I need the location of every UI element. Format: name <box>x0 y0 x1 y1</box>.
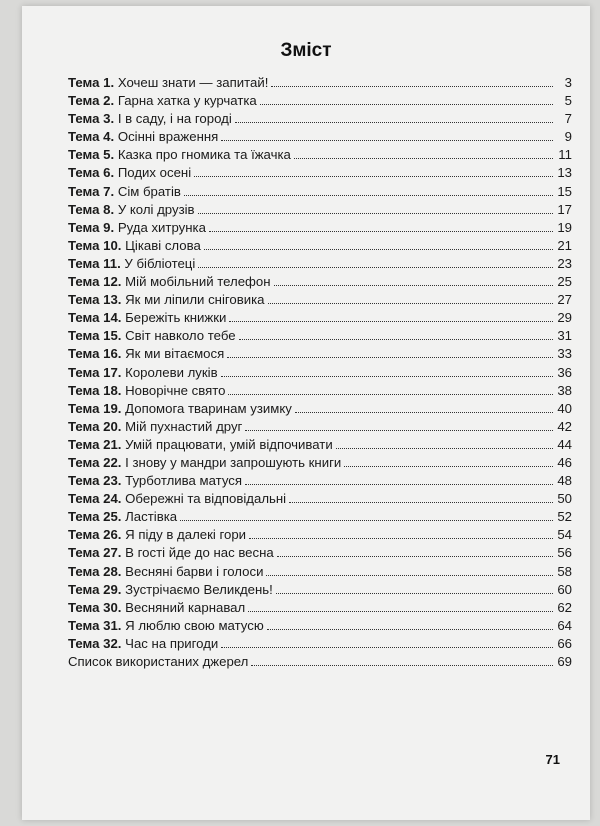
dot-leader <box>268 303 554 304</box>
toc-entry-title: І знову у мандри запрошують книги <box>125 454 342 470</box>
toc-entry-title: Світ навколо тебе <box>125 328 236 344</box>
toc-entry-label <box>68 508 177 526</box>
toc-entry <box>68 400 572 418</box>
toc-entry-page: 50 <box>557 491 572 507</box>
dot-leader <box>274 285 553 286</box>
toc-entry-number: Тема 28. <box>68 563 122 579</box>
toc-entry-title: Ластівка <box>125 509 178 525</box>
toc-entry-title: Руда хитрунка <box>117 219 206 235</box>
toc-entry <box>68 74 572 92</box>
toc-entry-label <box>68 128 218 146</box>
toc-entry-label <box>68 635 218 653</box>
toc-entry-label <box>68 309 226 327</box>
dot-leader <box>228 394 553 395</box>
toc-entry-page: 54 <box>557 527 572 543</box>
toc-entry <box>68 581 572 599</box>
toc-entry <box>68 183 572 201</box>
toc-entry-label <box>68 164 191 182</box>
toc-entry-page: 17 <box>557 201 572 217</box>
dot-leader <box>221 376 553 377</box>
toc-entry-title: Цікаві слова <box>125 237 201 253</box>
toc-entry-page: 38 <box>557 382 572 398</box>
toc-entry <box>68 599 572 617</box>
toc-entry <box>68 490 572 508</box>
toc-entry <box>68 653 572 671</box>
dot-leader <box>194 176 553 177</box>
toc-entry-number: Тема 6. <box>68 165 115 181</box>
dot-leader <box>271 86 553 87</box>
dot-leader <box>251 665 553 666</box>
toc-entry-label <box>68 400 292 418</box>
toc-entry-title: Мій пухнастий друг <box>125 418 243 434</box>
dot-leader <box>198 267 553 268</box>
dot-leader <box>204 249 553 250</box>
toc-entry <box>68 508 572 526</box>
toc-entry-number: Тема 29. <box>68 581 122 597</box>
dot-leader <box>221 647 553 648</box>
toc-entry-title: Новорічне свято <box>125 382 226 398</box>
toc-entry-number: Тема 10. <box>68 237 122 253</box>
toc-entry-title: Як ми вітаємося <box>125 346 225 362</box>
toc-entry-title: Час на пригоди <box>125 635 219 651</box>
dot-leader <box>227 357 553 358</box>
toc-entry <box>68 454 572 472</box>
toc-entry-number: Тема 18. <box>68 382 122 398</box>
toc-entry-title: Королеви луків <box>125 364 218 380</box>
dot-leader <box>245 430 553 431</box>
dot-leader <box>221 140 553 141</box>
document-page <box>22 6 590 820</box>
toc-entry-label <box>68 273 271 291</box>
dot-leader <box>229 321 553 322</box>
dot-leader <box>295 412 553 413</box>
toc-entry <box>68 164 572 182</box>
toc-entry-number: Тема 27. <box>68 545 122 561</box>
toc-entry-number: Тема 12. <box>68 274 122 290</box>
toc-entry-title: Список використаних джерел <box>68 654 249 669</box>
toc-entry <box>68 472 572 490</box>
toc-entry <box>68 201 572 219</box>
toc-entry-page: 13 <box>557 165 572 181</box>
toc-entry-page: 5 <box>564 93 572 109</box>
toc-entry <box>68 382 572 400</box>
toc-entry <box>68 255 572 273</box>
toc-entry-label <box>68 454 341 472</box>
toc-entry-title: Весняні барви і голоси <box>125 563 264 579</box>
toc-entry-page: 15 <box>557 183 572 199</box>
toc-entry-number: Тема 19. <box>68 400 122 416</box>
toc-entry <box>68 237 572 255</box>
toc-entry-title: Турботлива матуся <box>125 473 242 489</box>
toc-entry-page: 21 <box>557 237 572 253</box>
toc-entry-label <box>68 544 274 562</box>
toc-entry-label <box>68 255 195 273</box>
toc-entry-number: Тема 13. <box>68 292 122 308</box>
dot-leader <box>266 575 553 576</box>
toc-entry-label <box>68 327 236 345</box>
toc-entry <box>68 110 572 128</box>
dot-leader <box>289 502 553 503</box>
toc-entry-number: Тема 21. <box>68 436 122 452</box>
toc-entry-title: Хочеш знати — запитай! <box>117 75 269 90</box>
dot-leader <box>180 520 553 521</box>
toc-entry <box>68 436 572 454</box>
toc-entry-label <box>68 490 286 508</box>
toc-entry-label <box>68 653 248 671</box>
toc-entry-number: Тема 11. <box>68 255 121 271</box>
toc-entry-number: Тема 30. <box>68 599 122 615</box>
toc-entry-number: Тема 31. <box>68 617 122 633</box>
toc-entry <box>68 219 572 237</box>
toc-entry-number: Тема 5. <box>68 147 115 163</box>
toc-entry <box>68 92 572 110</box>
toc-entry-number: Тема 3. <box>68 111 115 127</box>
dot-leader <box>336 448 553 449</box>
toc-entry-title: Бережіть книжки <box>125 310 227 326</box>
toc-entry-number: Тема 24. <box>68 491 122 507</box>
toc-entry <box>68 418 572 436</box>
toc-entry <box>68 364 572 382</box>
toc-entry-page: 3 <box>564 75 572 90</box>
toc-entry-label <box>68 581 273 599</box>
toc-entry-page: 64 <box>557 617 572 633</box>
toc-entry-title: Осінні враження <box>117 129 219 145</box>
dot-leader <box>239 339 553 340</box>
toc-entry-title: Я люблю свою матусю <box>125 617 264 633</box>
toc-entry <box>68 146 572 164</box>
toc-entry-page: 19 <box>557 219 572 235</box>
toc-entry-number: Тема 25. <box>68 509 122 525</box>
toc-entry-number: Тема 2. <box>68 93 115 109</box>
toc-entry-page: 52 <box>557 509 572 525</box>
toc-entry-page: 62 <box>557 599 572 615</box>
toc-entry-label <box>68 599 245 617</box>
toc-entry-page: 9 <box>564 129 572 145</box>
toc-entry-label <box>68 472 242 490</box>
toc-entry-label <box>68 146 291 164</box>
toc-entry-title: Допомога тваринам узимку <box>125 400 292 416</box>
toc-entry-title: Мій мобільний телефон <box>125 274 271 290</box>
toc-entry-title: Сім братів <box>117 183 181 199</box>
toc-entry-page: 23 <box>557 255 572 271</box>
toc-entry-label <box>68 219 206 237</box>
dot-leader <box>198 213 553 214</box>
toc-entry-page: 42 <box>557 418 572 434</box>
toc-entry-number: Тема 15. <box>68 328 122 344</box>
toc-entry-label <box>68 436 333 454</box>
toc-entry-label <box>68 364 218 382</box>
toc-entry-label <box>68 237 201 255</box>
dot-leader <box>249 538 553 539</box>
dot-leader <box>276 593 553 594</box>
toc-entry-page: 56 <box>557 545 572 561</box>
dot-leader <box>260 104 553 105</box>
toc-entry-title: Умій працювати, умій відпочивати <box>125 436 333 452</box>
toc-entry-title: В гості йде до нас весна <box>125 545 274 561</box>
toc-entry-label <box>68 382 225 400</box>
dot-leader <box>245 484 553 485</box>
dot-leader <box>235 122 553 123</box>
toc-entry-number: Тема 16. <box>68 346 122 362</box>
toc-entry-page: 69 <box>557 654 572 669</box>
dot-leader <box>277 556 553 557</box>
table-of-contents <box>68 74 572 671</box>
toc-entry-label <box>68 201 195 219</box>
toc-entry-number: Тема 32. <box>68 635 122 651</box>
toc-entry <box>68 635 572 653</box>
toc-entry <box>68 327 572 345</box>
toc-entry-title: Зустрічаємо Великдень! <box>125 581 273 597</box>
page-number: 71 <box>545 752 560 767</box>
toc-entry <box>68 291 572 309</box>
toc-entry-title: Подих осені <box>117 165 192 181</box>
toc-entry-number: Тема 9. <box>68 219 115 235</box>
toc-entry-page: 29 <box>557 310 572 326</box>
dot-leader <box>294 158 553 159</box>
toc-entry-page: 60 <box>557 581 572 597</box>
toc-entry-label <box>68 110 232 128</box>
toc-entry-label <box>68 563 263 581</box>
toc-entry-page: 44 <box>557 436 572 452</box>
toc-entry-label <box>68 291 265 309</box>
toc-entry-page: 25 <box>557 274 572 290</box>
toc-entry-label <box>68 92 257 110</box>
toc-entry <box>68 563 572 581</box>
toc-entry-title: Казка про гномика та їжачка <box>117 147 291 163</box>
toc-entry <box>68 273 572 291</box>
toc-entry-label <box>68 183 181 201</box>
toc-entry-title: У колі друзів <box>117 201 195 217</box>
dot-leader <box>184 195 553 196</box>
dot-leader <box>209 231 553 232</box>
toc-entry-number: Тема 4. <box>68 129 115 145</box>
toc-entry-title: Як ми ліпили сніговика <box>125 292 265 308</box>
toc-entry-label <box>68 617 264 635</box>
toc-entry-page: 66 <box>557 635 572 651</box>
toc-entry-number: Тема 7. <box>68 183 115 199</box>
toc-entry-page: 31 <box>557 328 572 344</box>
toc-entry-page: 46 <box>557 454 572 470</box>
toc-entry <box>68 309 572 327</box>
toc-entry-number: Тема 8. <box>68 201 115 217</box>
toc-entry <box>68 544 572 562</box>
toc-entry-label <box>68 526 246 544</box>
toc-entry-title: Обережні та відповідальні <box>125 491 287 507</box>
page-title: Зміст <box>280 40 332 61</box>
dot-leader <box>344 466 553 467</box>
toc-entry-number: Тема 20. <box>68 418 122 434</box>
toc-entry-number: Тема 17. <box>68 364 122 380</box>
toc-entry-page: 58 <box>557 563 572 579</box>
toc-entry-title: І в саду, і на городі <box>117 111 232 127</box>
toc-entry-number: Тема 22. <box>68 454 122 470</box>
toc-entry-page: 7 <box>564 111 572 127</box>
toc-entry <box>68 128 572 146</box>
toc-entry-page: 27 <box>557 292 572 308</box>
dot-leader <box>267 629 553 630</box>
toc-entry-title: Весняний карнавал <box>125 599 246 615</box>
dot-leader <box>248 611 553 612</box>
toc-entry-label <box>68 74 268 92</box>
toc-entry-page: 11 <box>558 147 572 163</box>
toc-entry-number: Тема 26. <box>68 527 122 543</box>
toc-entry-page: 48 <box>557 473 572 489</box>
toc-entry-label <box>68 418 242 436</box>
toc-entry-title: Я піду в далекі гори <box>125 527 247 543</box>
toc-entry-page: 36 <box>557 364 572 380</box>
toc-entry <box>68 526 572 544</box>
toc-entry-title: Гарна хатка у курчатка <box>117 93 257 109</box>
toc-entry <box>68 345 572 363</box>
toc-entry-label <box>68 345 224 363</box>
toc-entry-number: Тема 1. <box>68 75 115 90</box>
toc-entry-title: У бібліотеці <box>124 255 196 271</box>
toc-entry-number: Тема 14. <box>68 310 122 326</box>
toc-entry-page: 40 <box>557 400 572 416</box>
toc-entry-number: Тема 23. <box>68 473 122 489</box>
toc-entry-page: 33 <box>557 346 572 362</box>
toc-entry <box>68 617 572 635</box>
